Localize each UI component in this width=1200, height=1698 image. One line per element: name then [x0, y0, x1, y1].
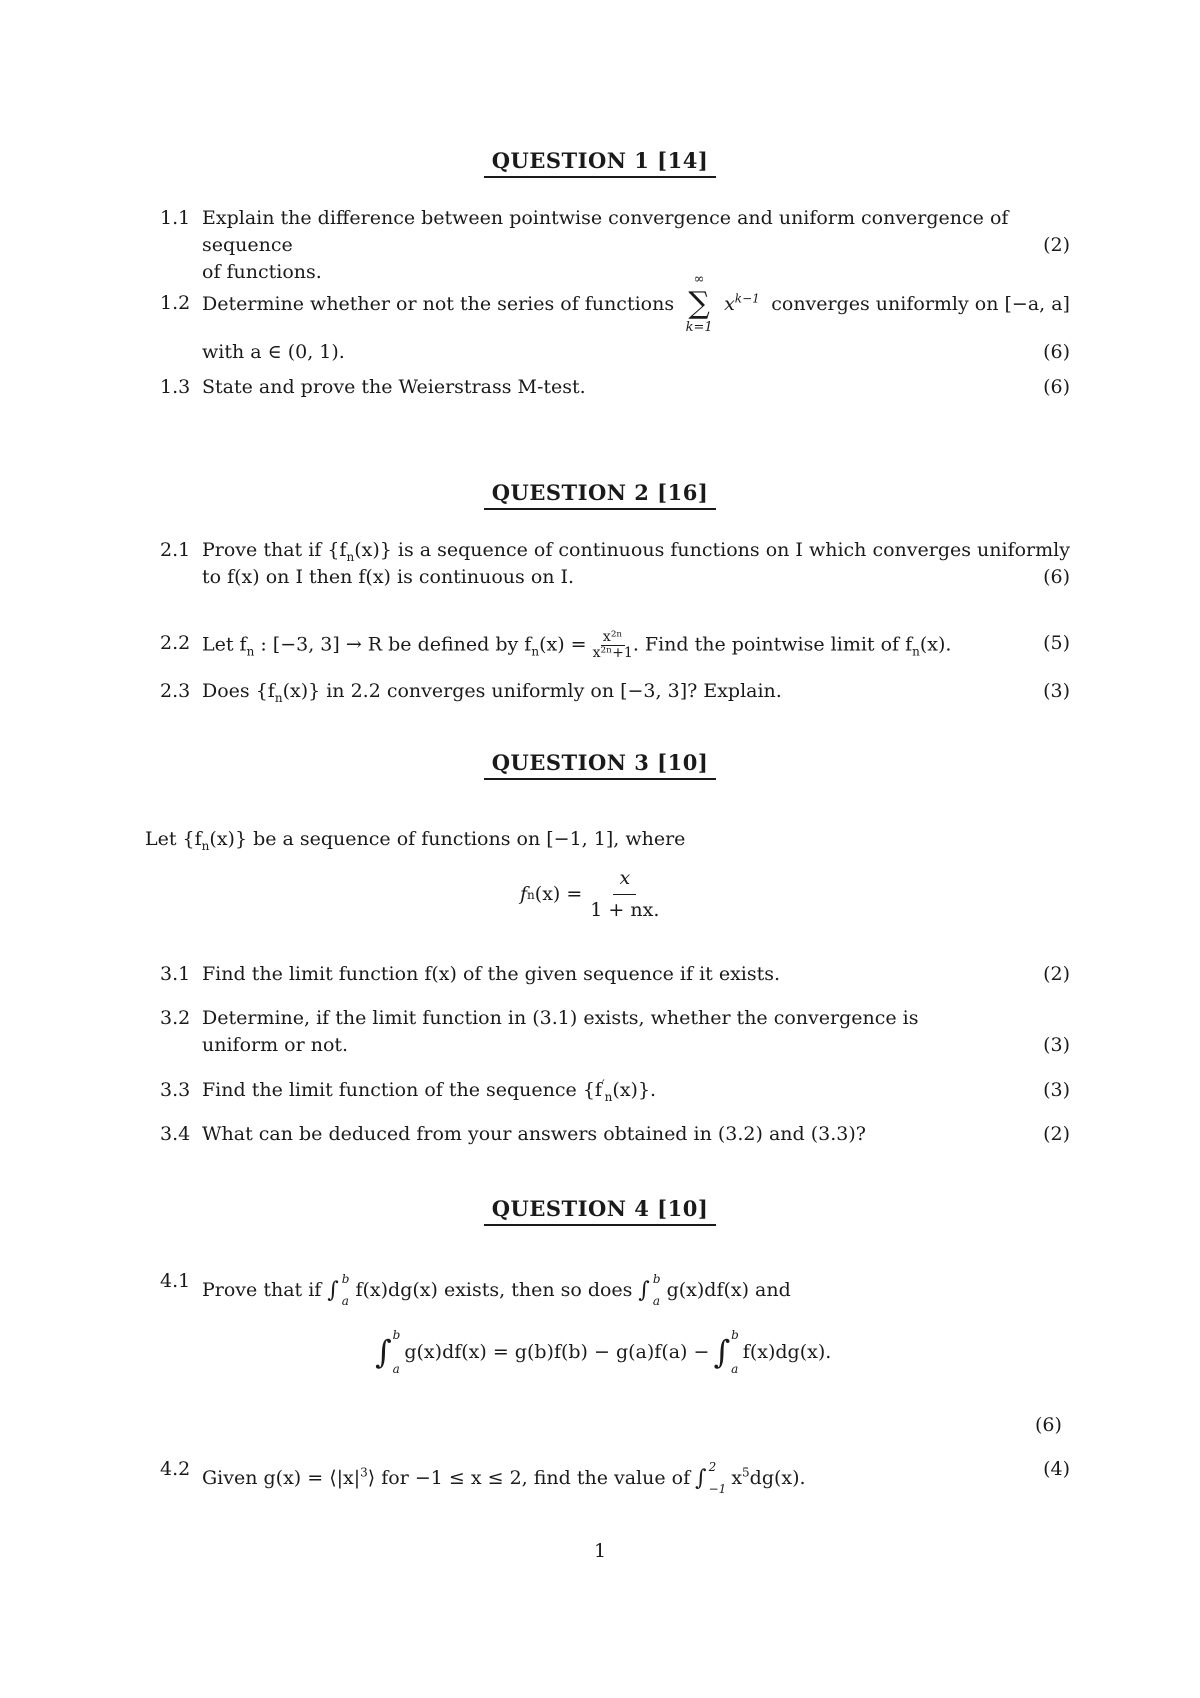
- integral-sign: ∫: [375, 1332, 392, 1371]
- item-number: 4.2: [160, 1458, 191, 1480]
- marks: (6): [1043, 341, 1070, 363]
- item-number: 2.2: [160, 632, 191, 654]
- integral-sign: ∫: [713, 1332, 731, 1371]
- integration-by-parts-equation: ∫ b a g(x)df(x) = g(b)f(b) − g(a)f(a) − ∫ b a f(x)dg(x).: [375, 1328, 832, 1376]
- item-text: Explain the difference between pointwise convergence and uniform convergence of sequence: [202, 207, 1009, 256]
- integral-sign: ∫: [327, 1277, 339, 1303]
- item-text-cont: to f(x) on I then f(x) is continuous on I.: [202, 566, 575, 588]
- item-text: State and prove the Weierstrass M-test.: [202, 376, 586, 398]
- question-1-heading: QUESTION 1 [14]: [0, 148, 1200, 178]
- item-4-1: [160, 1268, 1070, 1312]
- item-text-cont: of functions.: [202, 261, 322, 283]
- marks: (3): [1043, 1034, 1070, 1056]
- item-4-2: [160, 1456, 1070, 1500]
- marks: (6): [1035, 1414, 1062, 1436]
- item-1-3: [160, 374, 1070, 401]
- integral-sign: ∫: [638, 1277, 650, 1303]
- item-2-2: [160, 630, 1070, 661]
- question-3-intro: Let $\{f_n(x)\}$ be a sequence of functions on [−1, 1], where: [145, 828, 686, 853]
- item-number: 3.3: [160, 1079, 191, 1101]
- item-number: 1.2: [160, 292, 191, 314]
- item-text: Find the limit function of the sequence $\{f'_n(x)\}$.: [202, 1077, 657, 1104]
- item-number: 3.4: [160, 1123, 191, 1145]
- item-number: 4.1: [160, 1270, 191, 1292]
- summation-symbol: ∞ ∑ k=1: [685, 272, 713, 335]
- marks: (2): [1043, 234, 1070, 256]
- question-2-heading: QUESTION 2 [16]: [0, 480, 1200, 510]
- marks: (2): [1043, 963, 1070, 985]
- fraction: $\frac{x}{1 + nx.}$: [590, 867, 660, 921]
- item-text-cont: with a ∈ (0, 1).: [202, 341, 345, 363]
- item-number: 2.3: [160, 680, 191, 702]
- item-2-3: [160, 678, 1070, 705]
- item-text: Prove that if ∫ b a f(x)dg(x) exists, then so does ∫ b a g(x)df(x) and: [202, 1272, 791, 1308]
- item-3-4: [160, 1121, 1070, 1148]
- page-number: 1: [593, 1540, 607, 1562]
- marks: (5): [1043, 632, 1070, 654]
- series-term: $x^{k-1}$: [724, 291, 760, 315]
- item-text: Given $g(x) = ⟨|x|^3⟩$ for −1 ≤ x ≤ 2, find the value of ∫ 2 −1 $x^5dg(x)$.: [202, 1460, 806, 1496]
- item-text: What can be deduced from your answers obtained in (3.2) and (3.3)?: [202, 1123, 866, 1145]
- marks: (3): [1043, 1079, 1070, 1101]
- question-3-heading: QUESTION 3 [10]: [0, 750, 1200, 780]
- item-3-2: [160, 1005, 1070, 1059]
- marks: (6): [1043, 376, 1070, 398]
- item-text-after: converges uniformly on [−a, a]: [771, 292, 1070, 315]
- item-number: 3.1: [160, 963, 191, 985]
- marks: (2): [1043, 1123, 1070, 1145]
- item-number: 3.2: [160, 1007, 191, 1029]
- item-number: 1.3: [160, 376, 191, 398]
- item-text: Determine whether or not the series of functions: [202, 292, 675, 315]
- question-3-equation: f n (x) = $\frac{x}{1 + nx.}$: [520, 865, 659, 924]
- item-text: Does $\{f_n(x)\}$ in 2.2 converges uniformly on [−3, 3]? Explain.: [202, 680, 782, 705]
- question-4-heading: QUESTION 4 [10]: [0, 1196, 1200, 1226]
- item-3-1: [160, 961, 1070, 988]
- item-1-2: [160, 272, 1070, 366]
- item-text: Prove that if $\{f_n(x)\}$ is a sequence of continuous functions on I which converges uniformly: [202, 539, 1070, 564]
- item-number: 2.1: [160, 539, 191, 561]
- item-3-3: [160, 1077, 1070, 1104]
- fraction: $\frac{\text{x²ⁿ}}{\text{x²ⁿ+1}}$: [592, 629, 633, 661]
- item-1-1: [160, 205, 1070, 286]
- item-text: Find the limit function f(x) of the given sequence if it exists.: [202, 963, 781, 985]
- item-text: Let $f_n$ : [−3, 3] → R be defined by $f_n(x)$ = $\frac{\text{x²ⁿ}}{\text{x²ⁿ+1}}$ . Find the pointwise limit of $f_n(x)$.: [202, 629, 952, 661]
- item-text-cont: uniform or not.: [202, 1034, 349, 1056]
- integral-sign: ∫: [695, 1465, 707, 1491]
- item-2-1: [160, 537, 1070, 591]
- marks: (4): [1043, 1458, 1070, 1480]
- marks: (6): [1043, 566, 1070, 588]
- marks: (3): [1043, 680, 1070, 702]
- item-number: 1.1: [160, 207, 191, 229]
- item-text: Determine, if the limit function in (3.1) exists, whether the convergence is: [202, 1007, 919, 1029]
